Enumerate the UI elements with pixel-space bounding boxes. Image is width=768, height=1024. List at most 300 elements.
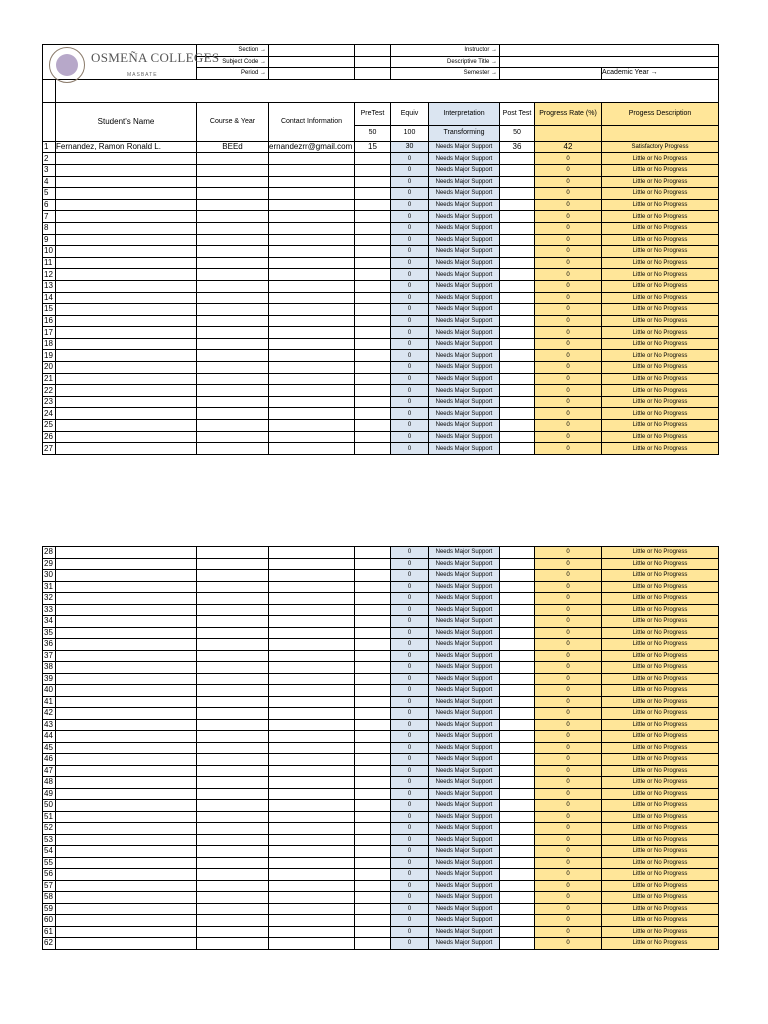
course-cell[interactable]	[197, 385, 269, 397]
descriptive-title-field[interactable]	[500, 56, 719, 68]
posttest-cell[interactable]	[500, 604, 535, 616]
student-name-cell[interactable]	[56, 581, 197, 593]
pretest-cell[interactable]	[355, 257, 391, 269]
contact-cell[interactable]	[269, 777, 355, 789]
posttest-cell[interactable]	[500, 880, 535, 892]
student-name-cell[interactable]	[56, 800, 197, 812]
pretest-cell[interactable]	[355, 869, 391, 881]
pretest-cell[interactable]	[355, 269, 391, 281]
student-name-cell[interactable]	[56, 327, 197, 339]
student-name-cell[interactable]	[56, 915, 197, 927]
course-cell[interactable]	[197, 188, 269, 200]
student-name-cell[interactable]	[56, 153, 197, 165]
course-cell[interactable]: BEEd	[197, 141, 269, 153]
course-cell[interactable]	[197, 246, 269, 258]
posttest-cell[interactable]	[500, 234, 535, 246]
student-name-cell[interactable]	[56, 199, 197, 211]
pretest-cell[interactable]	[355, 604, 391, 616]
student-name-cell[interactable]	[56, 754, 197, 766]
student-name-cell[interactable]	[56, 650, 197, 662]
contact-cell[interactable]	[269, 338, 355, 350]
pretest-cell[interactable]	[355, 153, 391, 165]
student-name-cell[interactable]	[56, 269, 197, 281]
student-name-cell[interactable]	[56, 420, 197, 432]
course-cell[interactable]	[197, 915, 269, 927]
pretest-cell[interactable]	[355, 719, 391, 731]
student-name-cell[interactable]	[56, 846, 197, 858]
pretest-cell[interactable]	[355, 926, 391, 938]
pretest-cell[interactable]	[355, 338, 391, 350]
posttest-cell[interactable]	[500, 188, 535, 200]
posttest-cell[interactable]	[500, 338, 535, 350]
period-field[interactable]	[269, 68, 355, 80]
contact-cell[interactable]	[269, 547, 355, 559]
posttest-cell[interactable]	[500, 673, 535, 685]
contact-cell[interactable]	[269, 315, 355, 327]
student-name-cell[interactable]	[56, 627, 197, 639]
course-cell[interactable]	[197, 547, 269, 559]
course-cell[interactable]	[197, 396, 269, 408]
contact-cell[interactable]	[269, 164, 355, 176]
course-cell[interactable]	[197, 570, 269, 582]
posttest-cell[interactable]	[500, 222, 535, 234]
semester-field[interactable]	[500, 68, 602, 80]
pretest-cell[interactable]	[355, 673, 391, 685]
posttest-cell[interactable]	[500, 396, 535, 408]
contact-cell[interactable]	[269, 857, 355, 869]
pretest-cell[interactable]	[355, 431, 391, 443]
student-name-cell[interactable]	[56, 685, 197, 697]
student-name-cell[interactable]	[56, 639, 197, 651]
contact-cell[interactable]	[269, 765, 355, 777]
posttest-cell[interactable]	[500, 408, 535, 420]
contact-cell[interactable]	[269, 350, 355, 362]
posttest-cell[interactable]	[500, 246, 535, 258]
student-name-cell[interactable]	[56, 362, 197, 374]
course-cell[interactable]	[197, 199, 269, 211]
course-cell[interactable]	[197, 558, 269, 570]
contact-cell[interactable]	[269, 199, 355, 211]
contact-cell[interactable]	[269, 742, 355, 754]
posttest-cell[interactable]	[500, 708, 535, 720]
contact-cell[interactable]	[269, 719, 355, 731]
contact-cell[interactable]	[269, 408, 355, 420]
posttest-cell[interactable]	[500, 211, 535, 223]
student-name-cell[interactable]	[56, 880, 197, 892]
student-name-cell[interactable]	[56, 385, 197, 397]
course-cell[interactable]	[197, 581, 269, 593]
student-name-cell[interactable]	[56, 431, 197, 443]
course-cell[interactable]	[197, 938, 269, 950]
student-name-cell[interactable]	[56, 938, 197, 950]
pretest-cell[interactable]	[355, 558, 391, 570]
course-cell[interactable]	[197, 719, 269, 731]
student-name-cell[interactable]	[56, 823, 197, 835]
pretest-cell[interactable]	[355, 800, 391, 812]
contact-cell[interactable]	[269, 420, 355, 432]
course-cell[interactable]	[197, 685, 269, 697]
pretest-cell[interactable]	[355, 754, 391, 766]
posttest-cell[interactable]	[500, 650, 535, 662]
pretest-cell[interactable]	[355, 188, 391, 200]
posttest-cell[interactable]	[500, 627, 535, 639]
posttest-cell[interactable]	[500, 558, 535, 570]
pretest-cell[interactable]	[355, 685, 391, 697]
student-name-cell[interactable]	[56, 731, 197, 743]
pretest-cell[interactable]	[355, 315, 391, 327]
course-cell[interactable]	[197, 869, 269, 881]
course-cell[interactable]	[197, 176, 269, 188]
contact-cell[interactable]	[269, 222, 355, 234]
course-cell[interactable]	[197, 903, 269, 915]
student-name-cell[interactable]	[56, 765, 197, 777]
pretest-cell[interactable]	[355, 211, 391, 223]
pretest-cell[interactable]	[355, 570, 391, 582]
contact-cell[interactable]	[269, 846, 355, 858]
student-name-cell[interactable]	[56, 443, 197, 455]
posttest-cell[interactable]	[500, 385, 535, 397]
contact-cell[interactable]	[269, 304, 355, 316]
course-cell[interactable]	[197, 800, 269, 812]
contact-cell[interactable]	[269, 823, 355, 835]
course-cell[interactable]	[197, 350, 269, 362]
course-cell[interactable]	[197, 788, 269, 800]
pretest-cell[interactable]	[355, 915, 391, 927]
contact-cell[interactable]	[269, 926, 355, 938]
course-cell[interactable]	[197, 280, 269, 292]
posttest-cell[interactable]	[500, 903, 535, 915]
pretest-cell[interactable]	[355, 742, 391, 754]
student-name-cell[interactable]	[56, 662, 197, 674]
pretest-cell[interactable]	[355, 547, 391, 559]
posttest-cell[interactable]	[500, 304, 535, 316]
contact-cell[interactable]	[269, 570, 355, 582]
contact-cell[interactable]	[269, 662, 355, 674]
pretest-cell[interactable]	[355, 327, 391, 339]
student-name-cell[interactable]	[56, 280, 197, 292]
pretest-cell[interactable]	[355, 385, 391, 397]
pretest-cell[interactable]	[355, 857, 391, 869]
posttest-cell[interactable]	[500, 742, 535, 754]
posttest-cell[interactable]	[500, 765, 535, 777]
student-name-cell[interactable]	[56, 834, 197, 846]
course-cell[interactable]	[197, 857, 269, 869]
contact-cell[interactable]	[269, 627, 355, 639]
course-cell[interactable]	[197, 639, 269, 651]
contact-cell[interactable]	[269, 431, 355, 443]
pretest-cell[interactable]	[355, 408, 391, 420]
posttest-cell[interactable]	[500, 269, 535, 281]
student-name-cell[interactable]	[56, 350, 197, 362]
pretest-cell[interactable]	[355, 396, 391, 408]
posttest-cell[interactable]	[500, 616, 535, 628]
course-cell[interactable]	[197, 823, 269, 835]
posttest-cell[interactable]	[500, 431, 535, 443]
student-name-cell[interactable]	[56, 211, 197, 223]
pretest-cell[interactable]	[355, 639, 391, 651]
posttest-cell[interactable]	[500, 153, 535, 165]
posttest-cell[interactable]	[500, 754, 535, 766]
course-cell[interactable]	[197, 811, 269, 823]
student-name-cell[interactable]	[56, 408, 197, 420]
posttest-cell[interactable]	[500, 176, 535, 188]
pretest-cell[interactable]	[355, 938, 391, 950]
course-cell[interactable]	[197, 257, 269, 269]
pretest-cell[interactable]	[355, 903, 391, 915]
pretest-cell[interactable]	[355, 834, 391, 846]
contact-cell[interactable]	[269, 176, 355, 188]
posttest-cell[interactable]	[500, 857, 535, 869]
contact-cell[interactable]	[269, 834, 355, 846]
student-name-cell[interactable]	[56, 708, 197, 720]
course-cell[interactable]	[197, 662, 269, 674]
course-cell[interactable]	[197, 616, 269, 628]
student-name-cell[interactable]	[56, 593, 197, 605]
posttest-cell[interactable]	[500, 315, 535, 327]
pretest-cell[interactable]	[355, 373, 391, 385]
course-cell[interactable]	[197, 315, 269, 327]
course-cell[interactable]	[197, 362, 269, 374]
student-name-cell[interactable]	[56, 164, 197, 176]
course-cell[interactable]	[197, 834, 269, 846]
pretest-cell[interactable]	[355, 304, 391, 316]
course-cell[interactable]	[197, 408, 269, 420]
posttest-cell[interactable]	[500, 777, 535, 789]
contact-cell[interactable]	[269, 708, 355, 720]
student-name-cell[interactable]: Fernandez, Ramon Ronald L.	[56, 141, 197, 153]
course-cell[interactable]	[197, 604, 269, 616]
pretest-cell[interactable]	[355, 627, 391, 639]
contact-cell[interactable]	[269, 443, 355, 455]
posttest-cell[interactable]	[500, 823, 535, 835]
course-cell[interactable]	[197, 593, 269, 605]
posttest-cell[interactable]	[500, 834, 535, 846]
pretest-cell[interactable]	[355, 199, 391, 211]
contact-cell[interactable]	[269, 327, 355, 339]
posttest-cell[interactable]	[500, 915, 535, 927]
pretest-cell[interactable]	[355, 846, 391, 858]
contact-cell[interactable]	[269, 604, 355, 616]
contact-cell[interactable]	[269, 731, 355, 743]
contact-cell[interactable]	[269, 696, 355, 708]
pretest-cell[interactable]	[355, 696, 391, 708]
student-name-cell[interactable]	[56, 616, 197, 628]
course-cell[interactable]	[197, 731, 269, 743]
course-cell[interactable]	[197, 431, 269, 443]
contact-cell[interactable]	[269, 246, 355, 258]
student-name-cell[interactable]	[56, 869, 197, 881]
contact-cell[interactable]	[269, 280, 355, 292]
posttest-cell[interactable]	[500, 938, 535, 950]
contact-cell[interactable]: ernandezrr@gmail.com	[269, 141, 355, 153]
pretest-cell[interactable]	[355, 880, 391, 892]
student-name-cell[interactable]	[56, 892, 197, 904]
course-cell[interactable]	[197, 222, 269, 234]
course-cell[interactable]	[197, 420, 269, 432]
pretest-cell[interactable]	[355, 662, 391, 674]
posttest-cell[interactable]	[500, 685, 535, 697]
course-cell[interactable]	[197, 777, 269, 789]
course-cell[interactable]	[197, 765, 269, 777]
student-name-cell[interactable]	[56, 777, 197, 789]
course-cell[interactable]	[197, 164, 269, 176]
posttest-cell[interactable]	[500, 443, 535, 455]
course-cell[interactable]	[197, 153, 269, 165]
pretest-cell[interactable]	[355, 176, 391, 188]
pretest-cell[interactable]	[355, 234, 391, 246]
instructor-field[interactable]	[500, 45, 719, 57]
pretest-cell[interactable]	[355, 362, 391, 374]
contact-cell[interactable]	[269, 234, 355, 246]
contact-cell[interactable]	[269, 915, 355, 927]
contact-cell[interactable]	[269, 938, 355, 950]
posttest-cell[interactable]	[500, 593, 535, 605]
section-field[interactable]	[269, 45, 355, 57]
pretest-cell[interactable]	[355, 823, 391, 835]
course-cell[interactable]	[197, 696, 269, 708]
student-name-cell[interactable]	[56, 304, 197, 316]
contact-cell[interactable]	[269, 650, 355, 662]
student-name-cell[interactable]	[56, 788, 197, 800]
pretest-cell[interactable]	[355, 811, 391, 823]
pretest-cell[interactable]	[355, 246, 391, 258]
contact-cell[interactable]	[269, 800, 355, 812]
course-cell[interactable]	[197, 708, 269, 720]
student-name-cell[interactable]	[56, 338, 197, 350]
posttest-cell[interactable]	[500, 199, 535, 211]
posttest-cell[interactable]	[500, 292, 535, 304]
course-cell[interactable]	[197, 846, 269, 858]
posttest-cell[interactable]	[500, 280, 535, 292]
student-name-cell[interactable]	[56, 373, 197, 385]
posttest-cell[interactable]	[500, 869, 535, 881]
contact-cell[interactable]	[269, 811, 355, 823]
course-cell[interactable]	[197, 926, 269, 938]
contact-cell[interactable]	[269, 396, 355, 408]
course-cell[interactable]	[197, 627, 269, 639]
course-cell[interactable]	[197, 650, 269, 662]
pretest-cell[interactable]	[355, 420, 391, 432]
pretest-cell[interactable]	[355, 443, 391, 455]
posttest-cell[interactable]	[500, 362, 535, 374]
posttest-cell[interactable]	[500, 696, 535, 708]
contact-cell[interactable]	[269, 373, 355, 385]
student-name-cell[interactable]	[56, 246, 197, 258]
student-name-cell[interactable]	[56, 570, 197, 582]
posttest-cell[interactable]	[500, 570, 535, 582]
student-name-cell[interactable]	[56, 396, 197, 408]
student-name-cell[interactable]	[56, 811, 197, 823]
contact-cell[interactable]	[269, 385, 355, 397]
contact-cell[interactable]	[269, 558, 355, 570]
contact-cell[interactable]	[269, 593, 355, 605]
pretest-cell[interactable]	[355, 708, 391, 720]
course-cell[interactable]	[197, 880, 269, 892]
student-name-cell[interactable]	[56, 903, 197, 915]
student-name-cell[interactable]	[56, 188, 197, 200]
posttest-cell[interactable]	[500, 164, 535, 176]
pretest-cell[interactable]	[355, 164, 391, 176]
student-name-cell[interactable]	[56, 604, 197, 616]
contact-cell[interactable]	[269, 880, 355, 892]
course-cell[interactable]	[197, 892, 269, 904]
course-cell[interactable]	[197, 754, 269, 766]
posttest-cell[interactable]	[500, 788, 535, 800]
contact-cell[interactable]	[269, 673, 355, 685]
student-name-cell[interactable]	[56, 558, 197, 570]
course-cell[interactable]	[197, 234, 269, 246]
student-name-cell[interactable]	[56, 315, 197, 327]
contact-cell[interactable]	[269, 257, 355, 269]
pretest-cell[interactable]	[355, 593, 391, 605]
student-name-cell[interactable]	[56, 719, 197, 731]
subject-code-field[interactable]	[269, 56, 355, 68]
student-name-cell[interactable]	[56, 547, 197, 559]
pretest-cell[interactable]	[355, 616, 391, 628]
pretest-cell[interactable]	[355, 222, 391, 234]
course-cell[interactable]	[197, 673, 269, 685]
student-name-cell[interactable]	[56, 292, 197, 304]
pretest-cell[interactable]	[355, 581, 391, 593]
pretest-cell[interactable]	[355, 892, 391, 904]
posttest-cell[interactable]	[500, 731, 535, 743]
course-cell[interactable]	[197, 327, 269, 339]
contact-cell[interactable]	[269, 788, 355, 800]
course-cell[interactable]	[197, 443, 269, 455]
pretest-cell[interactable]: 15	[355, 141, 391, 153]
contact-cell[interactable]	[269, 685, 355, 697]
contact-cell[interactable]	[269, 616, 355, 628]
posttest-cell[interactable]	[500, 420, 535, 432]
course-cell[interactable]	[197, 373, 269, 385]
posttest-cell[interactable]	[500, 327, 535, 339]
posttest-cell[interactable]	[500, 581, 535, 593]
course-cell[interactable]	[197, 304, 269, 316]
contact-cell[interactable]	[269, 269, 355, 281]
posttest-cell[interactable]	[500, 547, 535, 559]
contact-cell[interactable]	[269, 292, 355, 304]
contact-cell[interactable]	[269, 211, 355, 223]
course-cell[interactable]	[197, 338, 269, 350]
contact-cell[interactable]	[269, 188, 355, 200]
course-cell[interactable]	[197, 292, 269, 304]
posttest-cell[interactable]	[500, 800, 535, 812]
pretest-cell[interactable]	[355, 650, 391, 662]
pretest-cell[interactable]	[355, 731, 391, 743]
contact-cell[interactable]	[269, 892, 355, 904]
pretest-cell[interactable]	[355, 777, 391, 789]
contact-cell[interactable]	[269, 581, 355, 593]
posttest-cell[interactable]	[500, 639, 535, 651]
pretest-cell[interactable]	[355, 765, 391, 777]
student-name-cell[interactable]	[56, 696, 197, 708]
student-name-cell[interactable]	[56, 234, 197, 246]
student-name-cell[interactable]	[56, 926, 197, 938]
student-name-cell[interactable]	[56, 742, 197, 754]
contact-cell[interactable]	[269, 754, 355, 766]
course-cell[interactable]	[197, 211, 269, 223]
posttest-cell[interactable]: 36	[500, 141, 535, 153]
contact-cell[interactable]	[269, 869, 355, 881]
contact-cell[interactable]	[269, 362, 355, 374]
posttest-cell[interactable]	[500, 892, 535, 904]
posttest-cell[interactable]	[500, 350, 535, 362]
student-name-cell[interactable]	[56, 222, 197, 234]
posttest-cell[interactable]	[500, 926, 535, 938]
posttest-cell[interactable]	[500, 257, 535, 269]
course-cell[interactable]	[197, 269, 269, 281]
pretest-cell[interactable]	[355, 788, 391, 800]
